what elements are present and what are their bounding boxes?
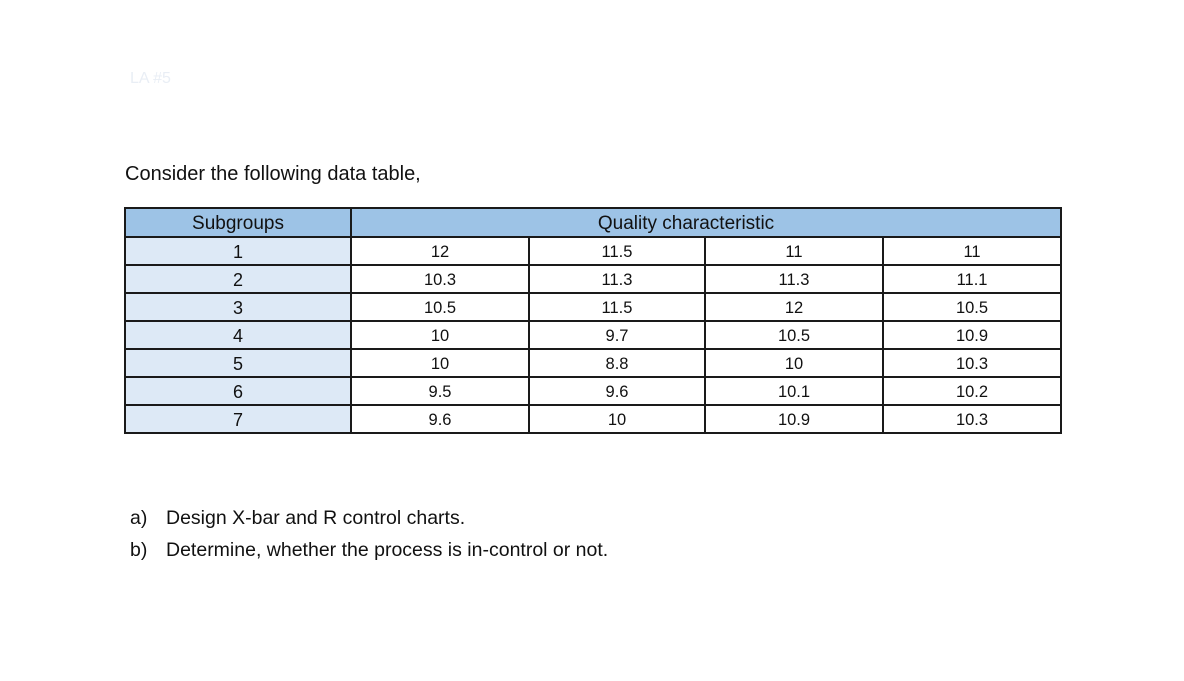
intro-text: Consider the following data table, [125,163,421,185]
value-cell: 11 [883,237,1061,265]
table-row [125,237,1061,265]
value-cell: 11.5 [529,293,705,321]
value-cell: 10 [705,349,883,377]
table-row [125,349,1061,377]
subgroup-cell: 3 [125,293,351,321]
value-cell: 10.5 [705,321,883,349]
value-cell: 12 [705,293,883,321]
question-text: Determine, whether the process is in-control or not. [166,539,609,561]
data-table [124,207,1062,434]
subgroup-cell: 7 [125,405,351,433]
header-subgroups: Subgroups [125,208,351,237]
question-letter: b) [130,539,148,561]
value-cell: 9.7 [529,321,705,349]
table-body [125,237,1061,433]
value-cell: 11.1 [883,265,1061,293]
question-item [130,534,608,566]
subgroup-cell: 1 [125,237,351,265]
value-cell: 10 [351,321,529,349]
value-cell: 11.3 [705,265,883,293]
value-cell: 11.5 [529,237,705,265]
subgroup-cell: 5 [125,349,351,377]
questions-list [130,502,608,566]
value-cell: 10.5 [883,293,1061,321]
table-header-row [125,208,1061,237]
subgroup-cell: 6 [125,377,351,405]
table-row [125,293,1061,321]
watermark-label: LA #5 [130,70,171,87]
question-text: Design X-bar and R control charts. [166,507,466,529]
value-cell: 8.8 [529,349,705,377]
value-cell: 9.6 [351,405,529,433]
value-cell: 10 [529,405,705,433]
value-cell: 9.5 [351,377,529,405]
subgroup-cell: 4 [125,321,351,349]
question-letter: a) [130,507,148,529]
table-row [125,265,1061,293]
table-row [125,405,1061,433]
table-row [125,377,1061,405]
value-cell: 10.9 [883,321,1061,349]
header-quality-characteristic: Quality characteristic [351,208,1061,237]
value-cell: 10 [351,349,529,377]
value-cell: 10.5 [351,293,529,321]
value-cell: 10.3 [883,349,1061,377]
value-cell: 10.3 [883,405,1061,433]
subgroup-cell: 2 [125,265,351,293]
value-cell: 10.3 [351,265,529,293]
question-item [130,502,608,534]
value-cell: 10.1 [705,377,883,405]
value-cell: 10.9 [705,405,883,433]
value-cell: 11.3 [529,265,705,293]
value-cell: 11 [705,237,883,265]
value-cell: 9.6 [529,377,705,405]
value-cell: 12 [351,237,529,265]
value-cell: 10.2 [883,377,1061,405]
table-row [125,321,1061,349]
